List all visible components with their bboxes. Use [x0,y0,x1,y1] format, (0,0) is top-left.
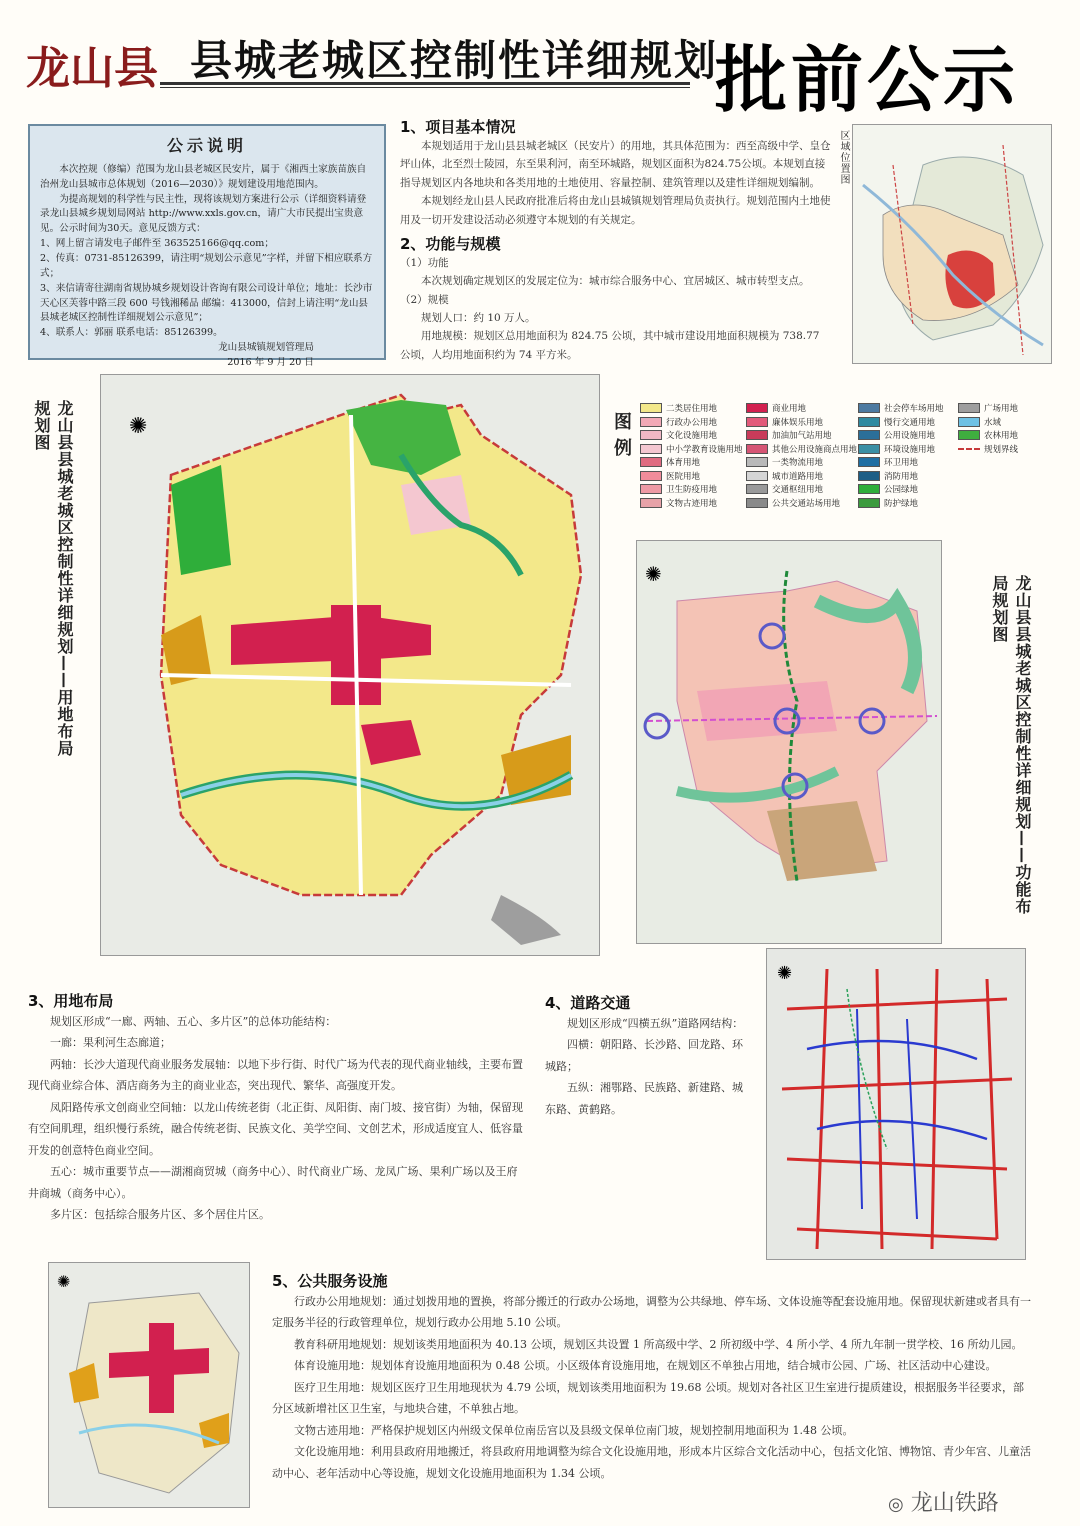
legend-swatch [746,484,768,494]
legend-item [958,402,1018,414]
legend-item [746,416,823,428]
legend-item [746,470,823,482]
legend-item [858,483,918,495]
legend-label: 广场用地 [984,404,1019,414]
legend-label: 二类居住用地 [666,404,718,414]
legend-label: 廉体娱乐用地 [772,417,824,428]
section-3-para: 五心：城市重要节点——湖湘商贸城（商务中心）、时代商业广场、龙凤广场、果利广场以及王府井商城（商务中心）。 [28,1165,518,1200]
legend-swatch [746,430,768,440]
legend-swatch [746,417,768,427]
legend-label: 行政办公用地 [666,417,718,428]
legend-swatch [958,448,980,450]
notice-org: 龙山县城镇规划管理局 [218,342,314,354]
legend-swatch [858,471,880,481]
legend-label: 文物古迹用地 [666,498,718,509]
legend-title: 图例 [611,412,632,464]
legend-swatch [746,498,768,508]
legend-swatch [958,430,980,440]
wechat-icon: ◎ [888,1494,904,1515]
notice-line: 2、传真：0731-85126399，请注明“规划公示意见”字样，并留下相应联系方式； [40,252,373,279]
notice-line: 3、来信请寄往湖南省规协城乡规划设计咨询有限公司设计单位；地址：长沙市天心区芙蓉中路三段 600 号钱湘稀品 邮编：413000，信封上请注明“龙山县县城老城区控制性详细规划公示意见”； [40,282,373,324]
road-map-graphic [767,949,1026,1260]
legend-label: 卫生防疫用地 [666,485,718,495]
road-map [766,948,1026,1260]
wechat-watermark [888,1486,999,1517]
watermark-text: 龙山铁路 [910,1491,999,1516]
legend-label: 水域 [984,417,1002,428]
legend-item [746,497,840,509]
notice-box-title: 公示说明 [166,136,247,155]
legend-label: 体育用地 [666,458,701,468]
section-5-para: 体育设施用地：规划体育设施用地面积为 0.48 公顷。小区级体育设施用地，在规划区不单独占用地，结合城市公园、广场、社区活动中心建设。 [294,1359,997,1373]
legend-swatch [640,484,662,494]
section-4 [545,992,745,1120]
legend-label: 一类物流用地 [772,458,824,468]
legend-item [640,443,743,455]
legend-item [858,470,918,482]
legend-swatch [640,430,662,440]
legend-item [640,470,700,482]
legend-item [858,456,918,468]
legend-label: 农林用地 [984,431,1019,441]
location-map-graphic [853,125,1052,364]
legend-swatch [640,417,662,427]
section-5 [272,1270,1032,1484]
legend-swatch [858,484,880,494]
legend-swatch [858,430,880,440]
section-3-heading: 3、用地布局 [28,992,114,1010]
legend-label: 消防用地 [884,471,919,482]
section-3-para: 一廊：果利河生态廊道； [50,1036,171,1050]
location-map-label: 区域位置图 [838,130,849,185]
section-3-para: 凤阳路传承文创商业空间轴：以龙山传统老街（北正街、凤阳街、南门坡、接官街）为轴，保留现有空间肌理，组织慢行系统，融合传统老街、民族文化、美学空间、文创艺术，形成适度宜人、低容量开发的创意特色商业空间。 [28,1100,523,1157]
section-3 [28,990,528,1225]
function-map [636,540,942,944]
svg-text:✺: ✺ [129,414,148,439]
section-2-para: 本次规划确定规划区的发展定位为：城市综合服务中心、宜居城区、城市转型支点。 [421,275,810,288]
legend-swatch [858,457,880,467]
location-map [852,124,1052,364]
notice-line: 本次控规（修编）范围为龙山县老城区民安片，属于《湘西土家族苗族自治州龙山县城市总体规划（2016—2030）》规划建设用地范围内。 [40,163,367,190]
section-3-para: 规划区形成“一廊、两轴、五心、多片区”的总体功能结构： [50,1015,337,1028]
legend-label: 社会停车场用地 [884,404,944,414]
section-4-para: 五纵：湘鄂路、民族路、新建路、城东路、黄鹤路。 [545,1081,743,1116]
legend-item [640,402,717,414]
legend-item [746,483,823,495]
section-2-heading: 2、功能与规模 [400,234,501,253]
legend-item [746,402,806,414]
legend-item [958,416,1001,428]
section-2-sub1: （1）功能 [400,256,449,269]
legend-label: 环卫用地 [884,458,919,468]
svg-text:✺: ✺ [645,562,662,586]
section-4-heading: 4、道路交通 [545,994,631,1012]
legend-label: 公用设施用地 [884,431,936,441]
legend-label: 加油加气站用地 [772,431,832,441]
notice-heading: 批前公示 [715,38,1020,122]
legend-label: 慢行交通用地 [884,417,936,428]
legend-label: 医院用地 [666,471,701,482]
landuse-map-title: 龙山县县城老城区控制性详细规划——用地布局规划图 [32,400,74,757]
legend-swatch [640,444,662,454]
legend-swatch [858,403,880,413]
legend-item [858,429,935,441]
section-1-para: 本规划经龙山县人民政府批准后将由龙山县城镇规划管理局负责执行。规划范围内土地使用及一切开发建设活动必须遵守本规划的有关规定。 [400,195,831,226]
section-2-para: 规划人口：约 10 万人。 [421,312,536,324]
svg-text:✺: ✺ [57,1272,71,1291]
legend-swatch [858,498,880,508]
notice-box [28,124,386,368]
legend-item [958,429,1018,441]
legend-swatch [640,457,662,467]
legend-item [746,456,823,468]
section-2-para: 用地规模：规划区总用地面积为 824.75 公顷，其中城市建设用地面积规模为 738.77 公顷，人均用地面积约为 74 平方米。 [400,330,820,361]
section-5-para: 文物古迹用地：严格保护规划区内州级文保单位南岳宫以及县级文保单位南门坡，规划控制用地面积为 1.48 公顷。 [294,1423,854,1437]
legend-swatch [858,444,880,454]
section-5-para: 医疗卫生用地：规划区医疗卫生用地现状为 4.79 公顷，规划该类用地面积为 19.68 公顷。规划对各社区卫生室进行提质建设，根据服务半径要求，部分区域新增社区卫生室，与地块合建，不单独占地。 [272,1380,1024,1416]
legend-item [858,497,918,509]
legend-item [640,456,700,468]
legend-item [858,443,935,455]
legend-item [640,429,717,441]
legend-item [746,429,832,441]
section-1-para: 本规划适用于龙山县县城老城区（民安片）的用地，其具体范围为：西至高级中学、皇仓坪山体，北至烈士陵园，东至果利河，南至环城路，规划区面积为824.75公顷。本规划直接指导规划区内各地块和各类用地的土地使用、容量控制、建筑管理以及建性详细规划编制。 [400,140,831,189]
legend-swatch [746,471,768,481]
section-4-para: 规划区形成“四横五纵”道路网结构： [567,1017,744,1030]
legend-label: 文化设施用地 [666,431,718,441]
section-2-sub2: （2）规模 [400,293,449,306]
legend-label: 商业用地 [772,404,807,414]
section-1-heading: 1、项目基本情况 [400,118,516,136]
legend-item [640,416,717,428]
notice-date: 2016 年 9 月 20 日 [227,356,314,368]
legend-swatch [640,498,662,508]
notice-line: 4、联系人：郭丽 联系电话：85126399。 [40,327,223,339]
function-map-graphic [637,541,942,944]
section-5-para: 行政办公用地规划：通过划拨用地的置换，将部分搬迁的行政办公场地，调整为公共绿地、停车场、文体设施等配套设施用地。保留现状新建或者具有一定服务半径的行政管理单位，规划行政办公用地 5.10 公顷。 [272,1295,1031,1330]
legend-swatch [640,471,662,481]
overview-map-graphic [49,1263,250,1508]
legend-label: 防护绿地 [884,498,919,509]
overview-map [48,1262,250,1508]
section-5-heading: 5、公共服务设施 [272,1272,388,1290]
section-3-para: 两轴：长沙大道现代商业服务发展轴：以地下步行街、时代广场为代表的现代商业轴线，主要布置现代商业综合体、酒店商务为主的商业业态，突出现代、繁华、高强度开发。 [28,1057,523,1093]
legend-label: 其他公用设施商点用地 [772,444,858,455]
legend-swatch [958,417,980,427]
section-3-para: 多片区：包括综合服务片区、多个居住片区。 [50,1207,270,1221]
legend-label: 交通枢纽用地 [772,485,824,495]
function-map-title: 龙山县县城老城区控制性详细规划——功能布局规划图 [990,575,1032,915]
legend-item [858,416,935,428]
legend-item [958,443,1018,455]
legend-swatch [858,417,880,427]
county-title: 龙山县 [26,43,158,94]
legend-label: 中小学教育设施用地 [666,444,743,455]
legend-swatch [958,403,980,413]
legend-swatch [640,403,662,413]
legend-item [640,483,717,495]
legend-label: 公园绿地 [884,485,919,495]
legend-label: 环境设施用地 [884,444,936,455]
section-5-para: 教育科研用地规划：规划该类用地面积为 40.13 公顷，规划区共设置 1 所高级中学、2 所初级中学、4 所小学、4 所九年制一贯学校、16 所幼儿园。 [294,1337,1023,1351]
legend-item [640,497,717,509]
legend-label: 城市道路用地 [772,471,824,482]
plan-title: 县城老城区控制性详细规划 [190,36,719,85]
notice-line: 为提高规划的科学性与民主性，现将该规划方案进行公示（详细资料请登录龙山县城乡规划局网站 http://www.xxls.gov.cn，请广大市民提出宝贵意见。公示时间为30天。意见反馈方式： [40,193,367,235]
section-5-para: 文化设施用地：利用县政府用地搬迁，将县政府用地调整为综合文化设施用地，形成本片区综合文化活动中心，包括文化馆、博物馆、青少年宫、儿童活动中心、老年活动中心等设施，规划文化设施用地面积为 1.34 公顷。 [272,1445,1031,1480]
svg-text:✺: ✺ [777,963,793,984]
legend-label: 规划界线 [984,444,1019,455]
legend-swatch [746,444,768,454]
legend-swatch [746,457,768,467]
notice-line: 1、网上留言请发电子邮件至 363525166@qq.com； [40,238,274,250]
legend [606,398,1019,512]
title-underline [160,82,690,88]
legend-swatch [746,403,768,413]
legend-item [746,443,857,455]
legend-label: 公共交通站场用地 [772,498,841,509]
section-4-para: 四横：朝阳路、长沙路、回龙路、环城路； [545,1038,743,1073]
legend-item [858,402,944,414]
section-1 [400,116,832,364]
landuse-map-graphic [101,375,600,956]
landuse-map [100,374,600,956]
